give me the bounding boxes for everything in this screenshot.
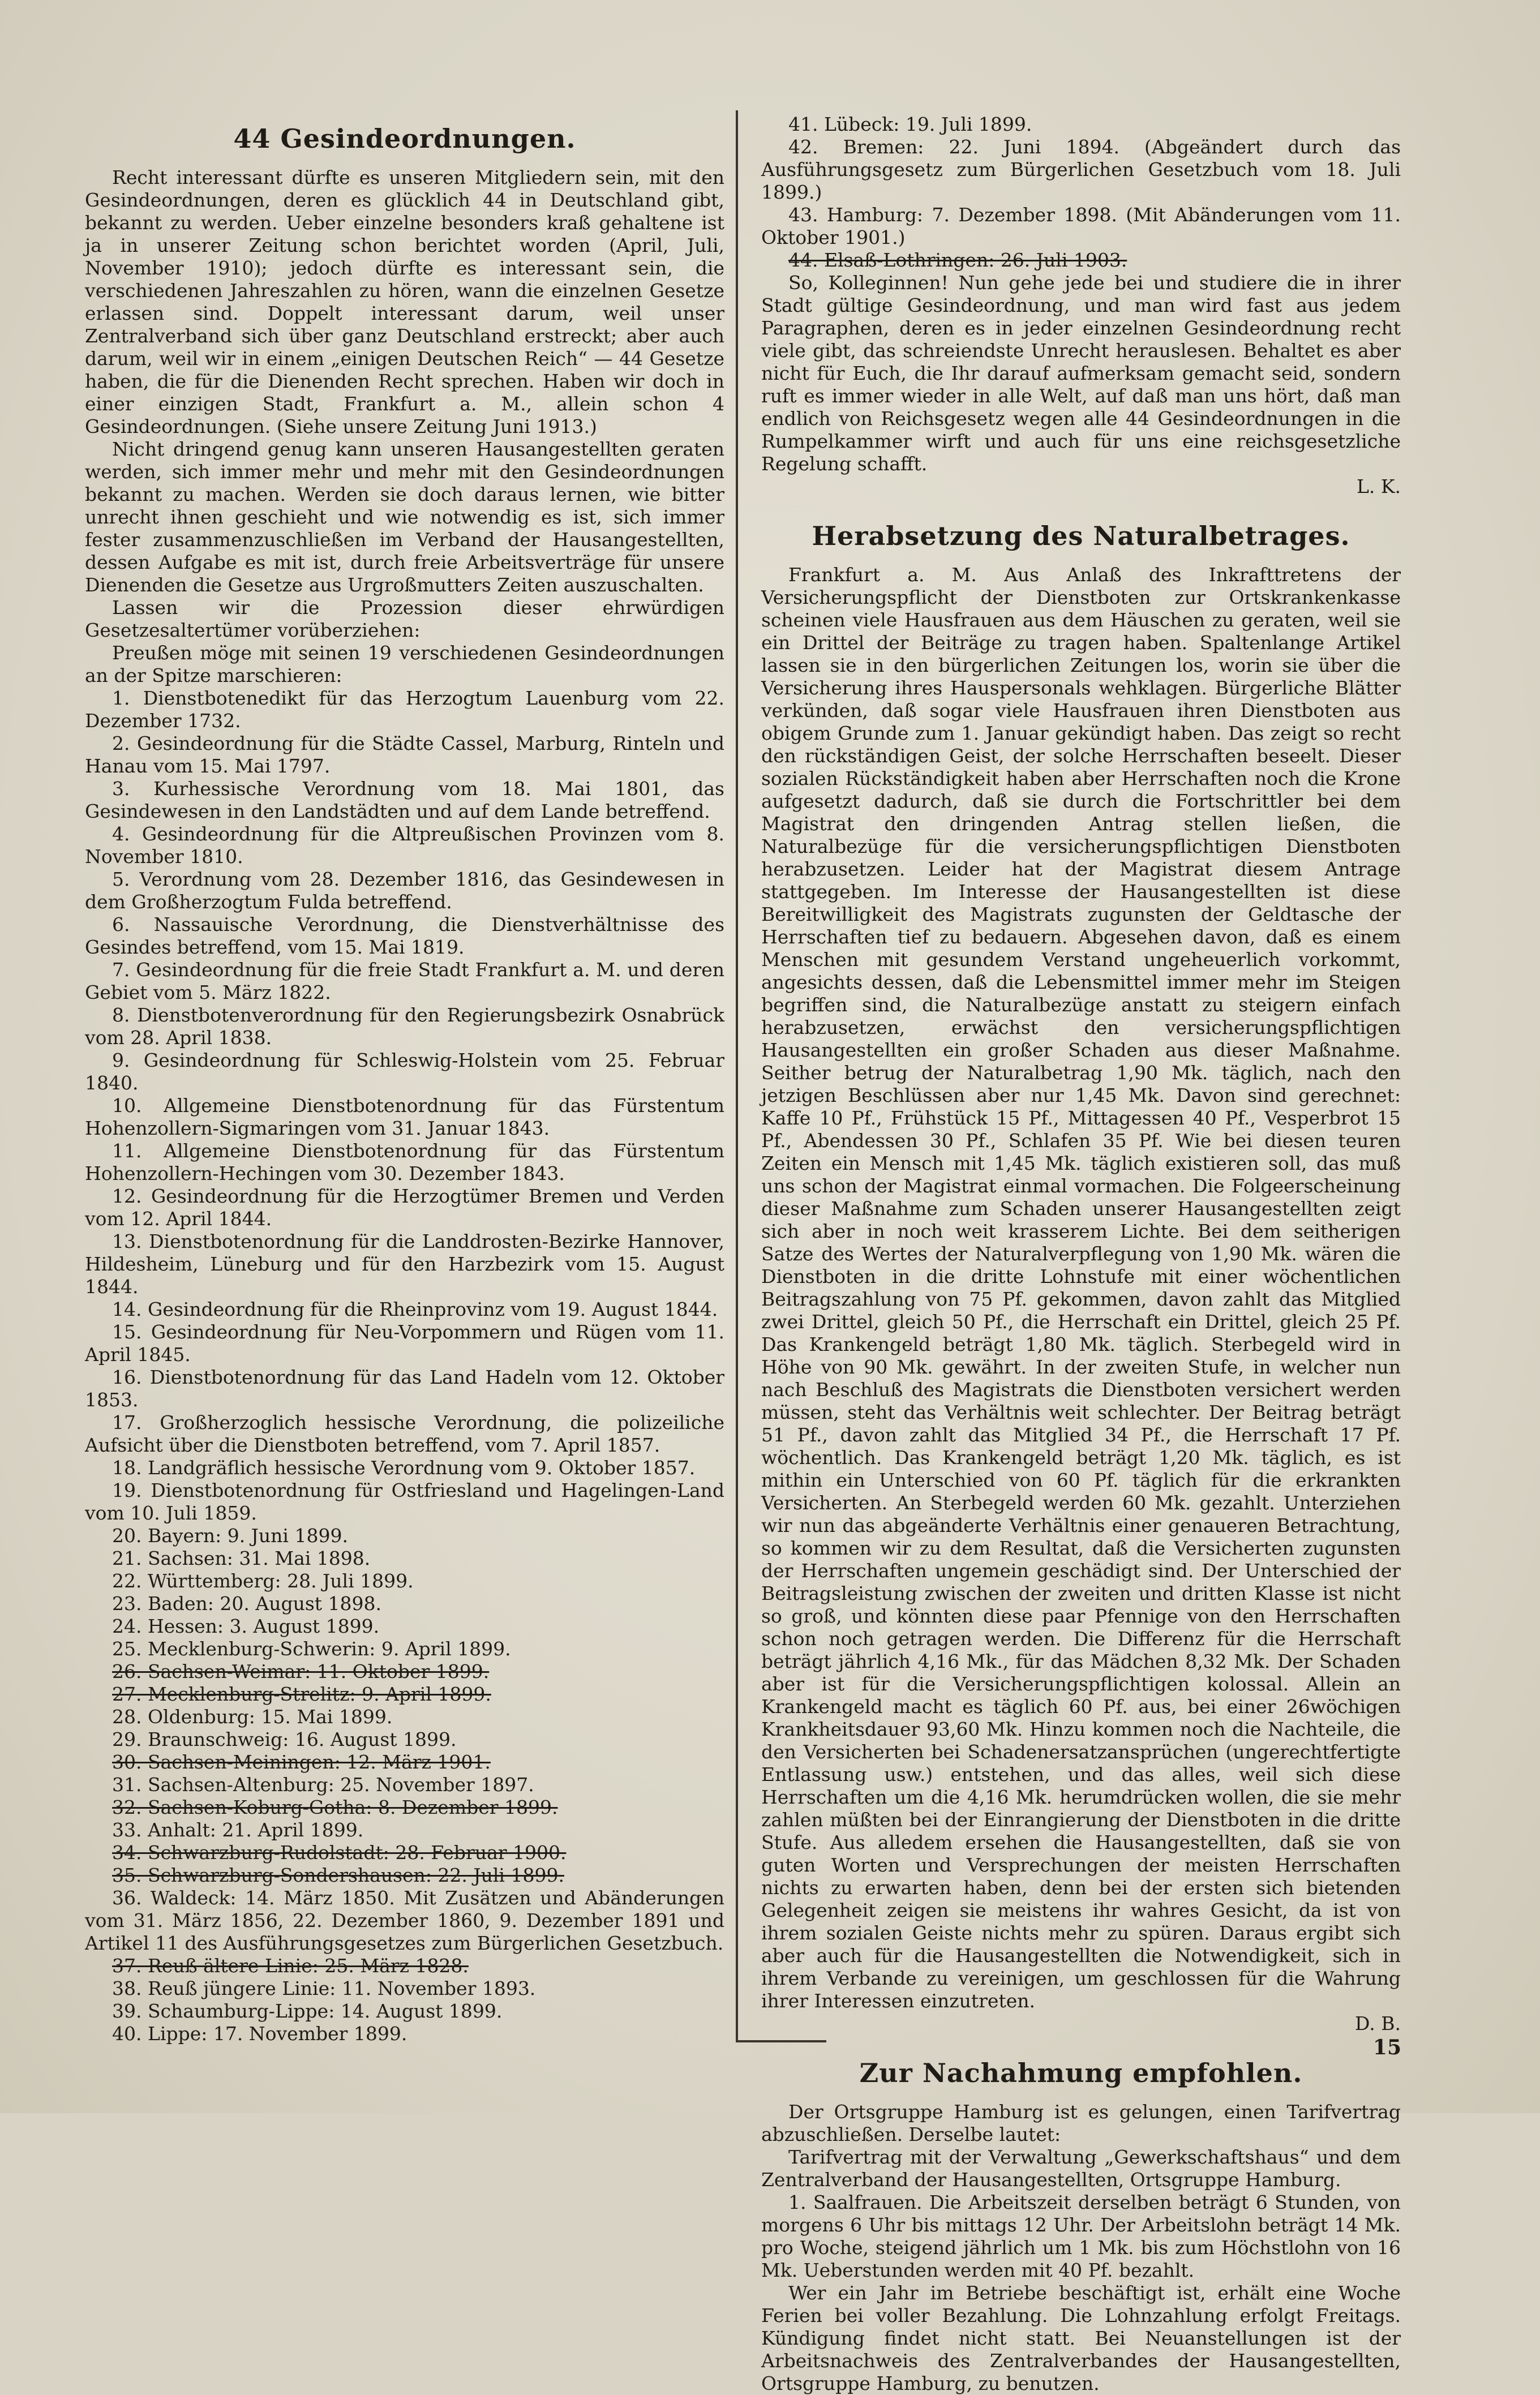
list-item-text: 6. Nassauische Verordnung, die Dienstverhältnisse des Gesindes betreffend, vom 15. Mai 1819. (85, 913, 724, 958)
paragraph: Frankfurt a. M. Aus Anlaß des Inkrafttretens der Versicherungspflicht der Dienstboten zur Ortskrankenkasse scheinen viele Hausfrauen aus dem Häuschen zu geraten, weil sie ein Drittel der Beiträge zu tragen haben. Spaltenlange Artikel lassen sie in den bürgerlichen Zeitungen los, worin sie über die Versicherung ihres Hauspersonals wehklagen. Bürgerliche Blätter verkünden, daß sogar viele Hausfrauen ihren Dienstboten aus obigem Grunde zum 1. Januar gekündigt haben. Das zeigt so recht den rückständigen Geist, der solche Herrschaften beseelt. Dieser sozialen Rückständigkeit haben aber Herrschaften noch die Krone aufgesetzt dadurch, daß sie durch die Fortschrittler bei dem Magistrat den dringenden Antrag stellen ließen, die Naturalbezüge für die versicherungspflichtigen Dienstboten herabzusetzen. Leider hat der Magistrat diesem Antrage stattgegeben. Im Interesse der Hausangestellten ist diese Bereitwilligkeit des Magistrats zugunsten der Geldtasche der Herrschaften tief zu bedauern. Abgesehen davon, daß es einem Menschen mit gesundem Verstand ungeheuerlich vorkommt, angesichts dessen, daß die Lebensmittel immer mehr im Steigen begriffen sind, die Naturalbezüge anstatt zu steigern einfach herabzusetzen, erwächst den versicherungspflichtigen Hausangestellten ein großer Schaden aus dieser Maßnahme. Seither betrug der Naturalbetrag 1,90 Mk. täglich, nach den jetzigen Beschlüssen aber nur 1,45 Mk. Davon sind gerechnet: Kaffe 10 Pf., Frühstück 15 Pf., Mittagessen 40 Pf., Vesperbrot 15 Pf., Abendessen 30 Pf., Schlafen 35 Pf. Wie bei diesen teuren Zeiten ein Mensch mit 1,45 Mk. täglich existieren soll, das muß uns schon der Magistrat einmal vormachen. Die Folgeerscheinung dieser Maßnahme zum Schaden unserer Hausangestellten zeigt sich aber in noch weit krasserem Lichte. Bei dem seitherigen Satze des Wertes der Naturalverpflegung von 1,90 Mk. wären die Dienstboten in die dritte Lohnstufe mit einer wöchentlichen Beitragszahlung von 75 Pf. gekommen, davon zahlt das Mitglied zwei Drittel, gleich 50 Pf., die Herrschaft ein Drittel, gleich 25 Pf. Das Krankengeld beträgt 1,80 Mk. täglich. Sterbegeld wird in Höhe von 90 Mk. gewährt. In der zweiten Stufe, in welcher nun nach Beschluß des Magistrats die Dienstboten versichert werden müssen, steht das Verhältnis weit schlechter. Der Beitrag beträgt 51 Pf., davon zahlt das Mitglied 34 Pf., die Herrschaft 17 Pf. wöchentlich. Das Krankengeld beträgt 1,20 Mk. täglich, es ist mithin ein Unterschied von 60 Pf. täglich für die erkrankten Versicherten. An Sterbegeld werden 60 Mk. gezahlt. Unterziehen wir nun das abgeänderte Verhältnis einer genaueren Betrachtung, so kommen wir zu dem Resultat, daß die Versicherten zugunsten der Herrschaften ungemein geschädigt sind. Der Unterschied der Beitragsleistung zwischen der zweiten und dritten Klasse ist nicht so groß, und könnten diese paar Pfennige von den Herrschaften schon noch getragen werden. Die Differenz für die Herrschaft beträgt jährlich 4,16 Mk., für das Mädchen 8,32 Mk. Der Schaden aber ist für die Versicherungspflichtigen kolossal. Allein an Krankengeld macht es täglich 60 Pf. aus, bei einer 26wöchigen Krankheitsdauer 93,60 Mk. Hinzu kommen noch die Nachteile, die den Versicherten bei Schadenersatzansprüchen (ungerechtfertigte Entlassung usw.) entstehen, und das alles, weil sich diese Herrschaften um die 4,16 Mk. herumdrücken wollen, die sie mehr zahlen müßten bei der Einrangierung der Dienstboten in die dritte Stufe. Aus alledem ersehen die Hausangestellten, daß sie von guten Worten und Versprechungen der meisten Herrschaften nichts zu erwarten haben, denn bei der ersten sich bietenden Gelegenheit zeigen sie meistens ihr wahres Gesicht, da ist von ihrem sozialen Geiste nichts mehr zu spüren. Daraus ergibt sich aber auch für die Hausangestellten die Notwendigkeit, sich in ihrem Verbande zu vereinigen, um geschlossen für die Wahrung ihrer Interessen einzutreten. (761, 564, 1401, 2012)
list-item-text: 17. Großherzoglich hessische Verordnung, die polizeiliche Aufsicht über die Dienstboten betreffend, vom 7. April 1857. (85, 1411, 724, 1456)
list-item (85, 687, 724, 732)
list-item-text: 21. Sachsen: 31. Mai 1898. (112, 1547, 371, 1569)
paragraph: Tarifvertrag mit der Verwaltung „Gewerkschaftshaus“ und dem Zentralverband der Hausangestellten, Ortsgruppe Hamburg. (761, 2146, 1401, 2191)
paragraph: Nicht dringend genug kann unseren Hausangestellten geraten werden, sich immer mehr und mehr mit den Gesindeordnungen bekannt zu machen. Werden sie doch daraus lernen, wie bitter unrecht ihnen geschieht und wie notwendig es ist, sich immer fester zusammenzuschließen im Verband der Hausangestellten, dessen Aufgabe es mit ist, durch freie Arbeitsverträge für unsere Dienenden die Gesetze aus Urgroßmutters Zeiten auszuschalten. (85, 438, 724, 596)
list-item-text: 32. Sachsen-Koburg-Gotha: 8. Dezember 1899. (112, 1796, 558, 1818)
list-item-text: 9. Gesindeordnung für Schleswig-Holstein vom 25. Februar 1840. (85, 1049, 724, 1094)
paragraph: 1. Saalfrauen. Die Arbeitszeit derselben beträgt 6 Stunden, von morgens 6 Uhr bis mittags 12 Uhr. Der Arbeitslohn beträgt 14 Mk. pro Woche, steigend jährlich um 1 Mk. bis zum Höchstlohn von 16 Mk. Ueberstunden werden mit 40 Pf. bezahlt. (761, 2191, 1401, 2281)
right-column (761, 113, 1401, 2395)
list-item-text: 42. Bremen: 22. Juni 1894. (Abgeändert durch das Ausführungsgesetz zum Bürgerlichen Gesetzbuch vom 18. Juli 1899.) (761, 136, 1401, 203)
list-item-text: 12. Gesindeordnung für die Herzogtümer Bremen und Verden vom 12. April 1844. (85, 1185, 724, 1230)
list-item (85, 732, 724, 778)
list-item (85, 1751, 724, 1774)
article-title-nachahmung: Zur Nachahmung empfohlen. (859, 2058, 1303, 2088)
list-item-text: 2. Gesindeordnung für die Städte Cassel, Marburg, Rinteln und Hanau vom 15. Mai 1797. (85, 732, 724, 777)
list-item (85, 778, 724, 823)
article-title-naturalbetrag: Herabsetzung des Naturalbetrages. (812, 521, 1350, 551)
author-signature: D. B. (1354, 2012, 1401, 2035)
list-item (85, 1525, 724, 1547)
paragraph: Der Ortsgruppe Hamburg ist es gelungen, einen Tarifvertrag abzuschließen. Derselbe lautet: (761, 2101, 1401, 2145)
list-item-text: 7. Gesindeordnung für die freie Stadt Frankfurt a. M. und deren Gebiet vom 5. März 1822. (85, 959, 724, 1003)
list-item-text: 27. Mecklenburg-Strelitz: 9. April 1899. (112, 1683, 491, 1705)
list-item-text: 40. Lippe: 17. November 1899. (112, 2023, 407, 2045)
list-item-text: 13. Dienstbotenordnung für die Landdrosten-Bezirke Hannover, Hildesheim, Lüneburg und für den Harzbezirk vom 15. August 1844. (85, 1230, 724, 1298)
list-item-text: 1. Dienstbotenedikt für das Herzogtum Lauenburg vom 22. Dezember 1732. (85, 687, 724, 732)
list-item-text: 22. Württemberg: 28. Juli 1899. (112, 1570, 414, 1592)
list-item (85, 1842, 724, 1864)
author-signature: L. K. (1356, 475, 1401, 497)
list-item-text: 20. Bayern: 9. Juni 1899. (112, 1525, 348, 1547)
list-item (85, 1185, 724, 1230)
list-item (85, 1706, 724, 1728)
column-divider (736, 110, 738, 2040)
paragraph: Wer ein Jahr im Betriebe beschäftigt ist, erhält eine Woche Ferien bei voller Bezahlung. Die Lohnzahlung erfolgt Freitags. Kündigung findet nicht statt. Bei Neuanstellungen ist der Arbeitsnachweis des Zentralverbandes der Hausangestellten, Ortsgruppe Hamburg, zu benutzen. (761, 2282, 1401, 2394)
article-title-gesindeordnungen: 44 Gesindeordnungen. (233, 123, 576, 154)
list-item-text: 16. Dienstbotenordnung für das Land Hadeln vom 12. Oktober 1853. (85, 1366, 724, 1411)
list-item-text: 31. Sachsen-Altenburg: 25. November 1897. (112, 1774, 534, 1796)
list-item (85, 1547, 724, 1570)
list-item (85, 1796, 724, 1819)
list-item-text: 38. Reuß jüngere Linie: 11. November 1893. (112, 1977, 536, 1999)
list-item (85, 913, 724, 959)
list-item (761, 113, 1401, 136)
list-item (85, 868, 724, 913)
list-item (85, 1366, 724, 1411)
paragraph: Recht interessant dürfte es unseren Mitgliedern sein, mit den Gesindeordnungen, deren es glücklich 44 in Deutschland gibt, bekannt zu werden. Ueber einzelne besonders kraß gehaltene ist ja in unserer Zeitung schon berichtet worden (April, Juli, November 1910); jedoch dürfte es interessant sein, die verschiedenen Jahreszahlen zu hören, wann die einzelnen Gesetze erlassen sind. Doppelt interessant darum, weil unser Zentralverband sich über ganz Deutschland erstreckt; aber auch darum, weil wir in einem „einigen Deutschen Reich“ — 44 Gesetze haben, die für die Dienenden Recht sprechen. Haben wir doch in einer einzigen Stadt, Frankfurt a. M., allein schon 4 Gesindeordnungen. (Siehe unsere Zeitung Juni 1913.) (85, 166, 724, 437)
list-item-text: 3. Kurhessische Verordnung vom 18. Mai 1801, das Gesindewesen in den Landstädten und auf dem Lande betreffend. (85, 778, 724, 822)
list-item (85, 1298, 724, 1321)
list-item (85, 1411, 724, 1457)
list-item (85, 1479, 724, 1525)
list-item-text: 10. Allgemeine Dienstbotenordnung für das Fürstentum Hohenzollern-Sigmaringen vom 31. Januar 1843. (85, 1095, 724, 1139)
list-item-text: 43. Hamburg: 7. Dezember 1898. (Mit Abänderungen vom 11. Oktober 1901.) (761, 204, 1401, 248)
list-item (85, 1774, 724, 1796)
list-item-text: 35. Schwarzburg-Sondershausen: 22. Juli 1899. (112, 1864, 564, 1886)
list-item (85, 823, 724, 868)
list-item (85, 1638, 724, 1660)
list-item-text: 18. Landgräflich hessische Verordnung vom 9. Oktober 1857. (112, 1457, 696, 1479)
list-item-text: 25. Mecklenburg-Schwerin: 9. April 1899. (112, 1638, 511, 1660)
list-item (761, 136, 1401, 204)
list-item (85, 1728, 724, 1751)
list-item-text: 24. Hessen: 3. August 1899. (112, 1615, 380, 1637)
left-column (85, 113, 724, 2045)
list-item-text: 37. Reuß ältere Linie: 25. März 1828. (112, 1955, 469, 1977)
list-item-text: 44. Elsaß-Lothringen: 26. Juli 1903. (788, 249, 1127, 271)
list-item (761, 204, 1401, 249)
list-item (85, 1977, 724, 2000)
list-item (85, 1049, 724, 1095)
list-item (761, 249, 1401, 272)
list-item-text: 33. Anhalt: 21. April 1899. (112, 1819, 364, 1841)
ordinance-list (85, 687, 724, 2045)
list-item (85, 1887, 724, 1955)
list-item (85, 1095, 724, 1140)
list-item (85, 1683, 724, 1706)
list-item (85, 1593, 724, 1615)
list-item (85, 959, 724, 1004)
paragraph: So, Kolleginnen! Nun gehe jede bei und studiere die in ihrer Stadt gültige Gesindeordnung, und man wird fast aus jedem Paragraphen, deren es in jeder einzelnen Gesindeordnung recht viele gibt, das schreiendste Unrecht herauslesen. Behaltet es aber nicht für Euch, die Ihr darauf aufmerksam gemacht seid, sondern ruft es immer wieder in alle Welt, auf daß man uns hört, daß man endlich von Reichsgesetz wegen alle 44 Gesindeordnungen in die Rumpelkammer wirft und auch für uns eine reichsgesetzliche Regelung schafft. (761, 272, 1401, 475)
list-item (85, 1864, 724, 1887)
list-item (85, 1615, 724, 1638)
list-item (85, 1819, 724, 1842)
list-item-text: 28. Oldenburg: 15. Mai 1899. (112, 1706, 393, 1728)
list-item (85, 1955, 724, 1977)
list-item (85, 1140, 724, 1185)
list-item-text: 30. Sachsen-Meiningen: 12. März 1901. (112, 1751, 491, 1773)
paragraph: Lassen wir die Prozession dieser ehrwürdigen Gesetzesaltertümer vorüberziehen: (85, 596, 724, 641)
list-item (85, 1321, 724, 1366)
list-item (85, 1230, 724, 1298)
list-item-text: 36. Waldeck: 14. März 1850. Mit Zusätzen und Abänderungen vom 31. März 1856, 22. Dezember 1860, 9. Dezember 1891 und Artikel 11 des Ausführungsgesetzes zum Bürgerlichen Gesetzbuch. (85, 1887, 724, 1954)
list-item-text: 15. Gesindeordnung für Neu-Vorpommern und Rügen vom 11. April 1845. (85, 1321, 724, 1366)
list-item (85, 2000, 724, 2023)
list-item-text: 23. Baden: 20. August 1898. (112, 1593, 382, 1615)
list-item (85, 1570, 724, 1593)
list-item (85, 1004, 724, 1049)
list-item-text: 19. Dienstbotenordnung für Ostfriesland und Hagelingen-Land vom 10. Juli 1859. (85, 1479, 724, 1524)
list-item (85, 1457, 724, 1479)
paragraph: Preußen möge mit seinen 19 verschiedenen Gesindeordnungen an der Spitze marschieren: (85, 642, 724, 686)
list-item-text: 29. Braunschweig: 16. August 1899. (112, 1728, 457, 1750)
list-item-text: 41. Lübeck: 19. Juli 1899. (788, 113, 1032, 135)
list-item-text: 26. Sachsen-Weimar: 11. Oktober 1899. (112, 1660, 490, 1682)
list-item-text: 8. Dienstbotenverordnung für den Regierungsbezirk Osnabrück vom 28. April 1838. (85, 1004, 724, 1049)
list-item-text: 14. Gesindeordnung für die Rheinprovinz vom 19. August 1844. (112, 1298, 718, 1320)
list-item-text: 4. Gesindeordnung für die Altpreußischen Provinzen vom 8. November 1810. (85, 823, 724, 868)
list-item-text: 5. Verordnung vom 28. Dezember 1816, das Gesindewesen in dem Großherzogtum Fulda betreffend. (85, 868, 724, 913)
list-item (85, 1660, 724, 1683)
page-number: 15 (1372, 2036, 1401, 2059)
list-item-text: 11. Allgemeine Dienstbotenordnung für das Fürstentum Hohenzollern-Hechingen vom 30. Dezember 1843. (85, 1140, 724, 1184)
list-item-text: 39. Schaumburg-Lippe: 14. August 1899. (112, 2000, 503, 2022)
ordinance-list-continued (761, 113, 1401, 272)
list-item (85, 2023, 724, 2045)
list-item-text: 34. Schwarzburg-Rudolstadt: 28. Februar 1900. (112, 1842, 567, 1864)
